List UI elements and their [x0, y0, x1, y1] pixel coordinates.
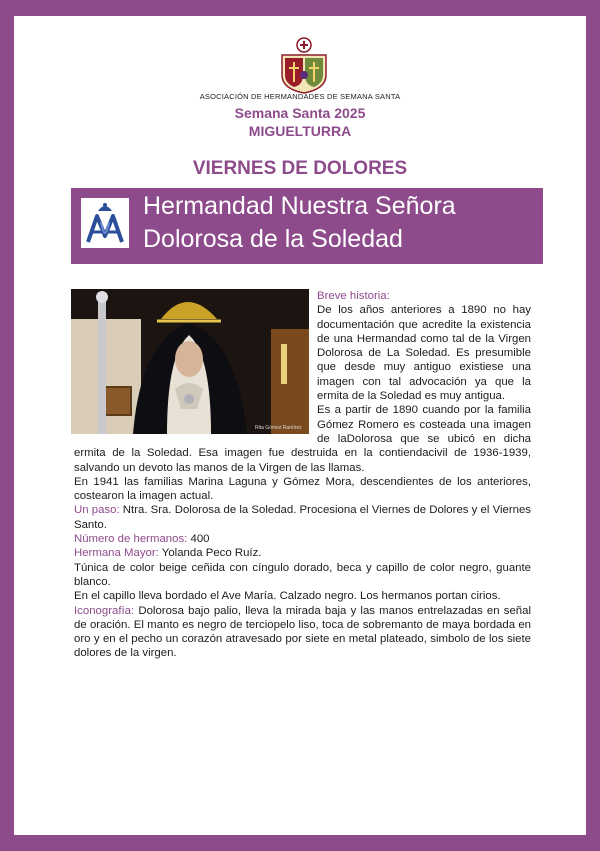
- photo-spacer: [74, 289, 317, 437]
- association-logo: [276, 35, 332, 95]
- iconography-info: [74, 604, 531, 661]
- leader-value: Yolanda Peco Ruíz.: [161, 547, 262, 560]
- iconography-text: Dolorosa bajo palio, lleva la mirada baja y las manos entrelazadas en señal de oración. El manto es negro de terciopelo liso, toca de sobremanto de maya bordada en oro y en el pecho un corazón atravesado por siete en metal plateado, simbolo de los siete dolores de la virgen.: [74, 604, 532, 660]
- history-label: Breve historia:: [317, 290, 390, 302]
- iconography-label: Iconografía:: [74, 604, 135, 617]
- paso-info: [74, 503, 531, 532]
- day-heading: VIERNES DE DOLORES: [192, 158, 408, 179]
- description: [74, 289, 531, 661]
- history-paragraph-3: En 1941 las familias Marina Laguna y Gómez Mora, descendientes de los anteriores, costearon la imagen actual.: [74, 475, 531, 503]
- brotherhood-name-line2: Dolorosa de la Soledad: [143, 225, 403, 253]
- paso-text: Ntra. Sra. Dolorosa de la Soledad. Procesiona el Viernes de Dolores y el Viernes Santo.: [74, 504, 531, 531]
- members-label: Número de hermanos:: [74, 533, 188, 546]
- photo-credit: Rita Gómez Ramírez: [255, 425, 302, 431]
- members-info: [74, 532, 531, 546]
- history-paragraph-1: De los años anteriores a 1890 no hay documentación que acredite la existencia de una Hermandad como tal de la Virgen Dolorosa de La Soledad. Es presumible que desde muy antiguo existiese una imagen con tal advocación ya que la ermita de la Soledad es muy antigua.: [317, 304, 531, 403]
- leader-label: Hermana Mayor:: [74, 547, 159, 560]
- attire-paragraph-2: En el capillo lleva bordado el Ave María. Calzado negro. Los hermanos portan cirios.: [74, 590, 501, 603]
- town-name: MIGUELTURRA: [248, 123, 352, 139]
- association-name: ASOCIACIÓN DE HERMANDADES DE SEMANA SANTA: [199, 92, 401, 101]
- event-title: Semana Santa 2025: [234, 105, 366, 121]
- leader-info: [74, 546, 531, 560]
- brotherhood-emblem-icon: [81, 198, 129, 248]
- brotherhood-name-line1: Hermandad Nuestra Señora: [143, 192, 456, 220]
- page: [14, 16, 586, 835]
- brotherhood-name: [143, 190, 533, 256]
- members-value: 400: [190, 533, 210, 546]
- attire-paragraph-1: Túnica de color beige ceñida con cíngulo dorado, beca y capillo de color negro, guante blanco.: [74, 561, 531, 588]
- brotherhood-banner: [71, 188, 543, 264]
- history-paragraph-2: Es a partir de 1890 cuando por la familia Gómez Romero es costeada una imagen de laDolorosa que se ubicó en dicha ermita de la Soledad. Esa imagen fue destruida en la contiendacivil de 1936-1939, salvando un devoto las manos de la Virgen de las llamas.: [74, 404, 531, 474]
- paso-label: Un paso:: [74, 504, 120, 517]
